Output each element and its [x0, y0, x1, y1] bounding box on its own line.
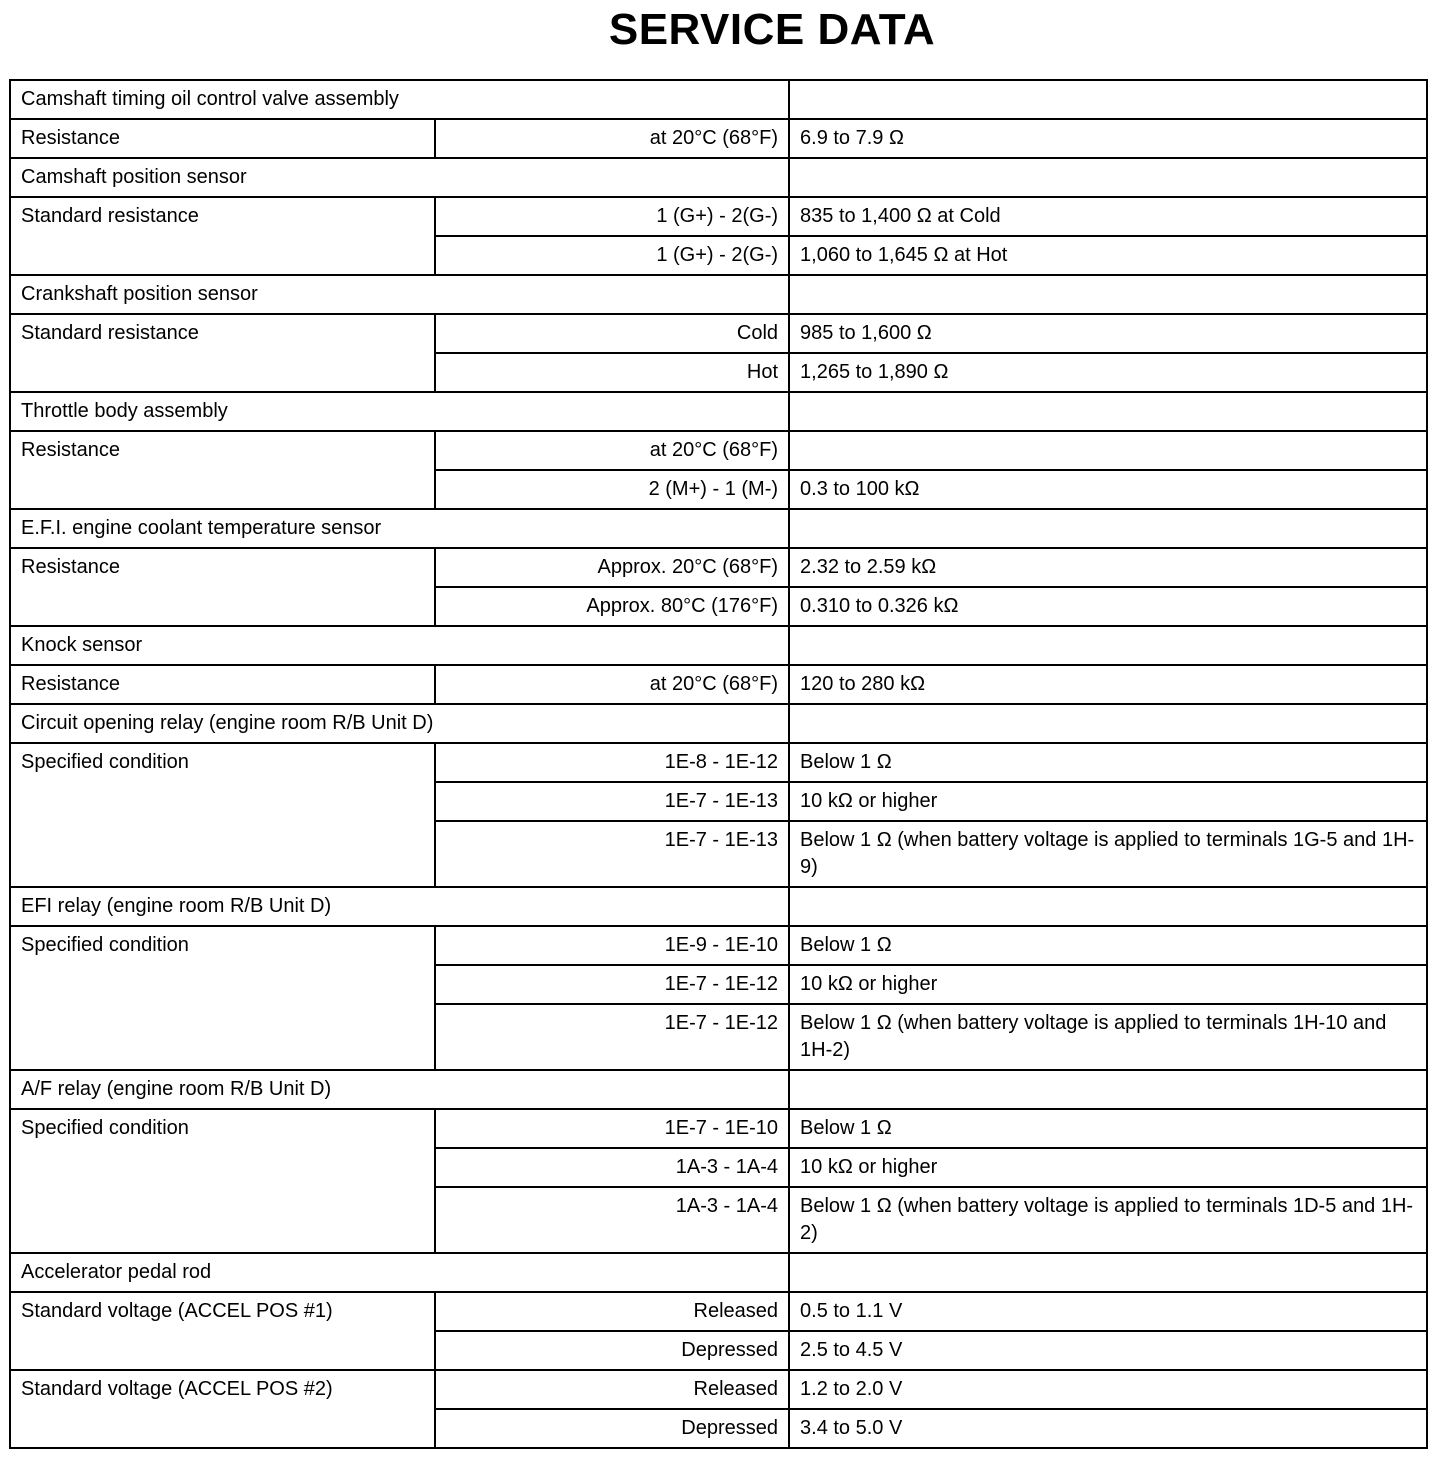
group-name: A/F relay (engine room R/B Unit D): [10, 1070, 789, 1109]
table-row: [10, 1370, 1427, 1409]
condition-cell: 1E-7 - 1E-13: [435, 782, 789, 821]
table-row: [10, 1109, 1427, 1148]
value-cell: 835 to 1,400 Ω at Cold: [789, 197, 1427, 236]
condition-cell: 1E-7 - 1E-12: [435, 965, 789, 1004]
value-cell: 3.4 to 5.0 V: [789, 1409, 1427, 1448]
group-value-empty: [789, 626, 1427, 665]
table-row: [10, 314, 1427, 353]
parameter-label: Standard resistance: [10, 314, 435, 392]
table-row: [10, 743, 1427, 782]
group-header-row: [10, 887, 1427, 926]
page-title: SERVICE DATA: [608, 5, 936, 54]
condition-cell: 1A-3 - 1A-4: [435, 1187, 789, 1253]
value-cell: Below 1 Ω: [789, 926, 1427, 965]
group-value-empty: [789, 704, 1427, 743]
condition-cell: 1A-3 - 1A-4: [435, 1148, 789, 1187]
parameter-label: Standard voltage (ACCEL POS #2): [10, 1370, 435, 1448]
table-row: [10, 431, 1427, 470]
parameter-label: Specified condition: [10, 743, 435, 887]
value-cell: Below 1 Ω (when battery voltage is applied to terminals 1G-5 and 1H-9): [789, 821, 1427, 887]
condition-cell: at 20°C (68°F): [435, 665, 789, 704]
service-data-body: [10, 80, 1427, 1448]
group-value-empty: [789, 887, 1427, 926]
parameter-label: Resistance: [10, 548, 435, 626]
parameter-label: Standard voltage (ACCEL POS #1): [10, 1292, 435, 1370]
group-value-empty: [789, 80, 1427, 119]
value-cell: 1,060 to 1,645 Ω at Hot: [789, 236, 1427, 275]
group-header-row: [10, 704, 1427, 743]
group-header-row: [10, 80, 1427, 119]
group-header-row: [10, 392, 1427, 431]
group-value-empty: [789, 158, 1427, 197]
value-cell: Below 1 Ω (when battery voltage is applied to terminals 1D-5 and 1H-2): [789, 1187, 1427, 1253]
group-header-row: [10, 509, 1427, 548]
condition-cell: 1E-7 - 1E-12: [435, 1004, 789, 1070]
value-cell: 10 kΩ or higher: [789, 782, 1427, 821]
group-name: Camshaft timing oil control valve assembly: [10, 80, 789, 119]
condition-cell: Released: [435, 1370, 789, 1409]
condition-cell: Depressed: [435, 1331, 789, 1370]
parameter-label: Specified condition: [10, 926, 435, 1070]
parameter-label: Standard resistance: [10, 197, 435, 275]
condition-cell: 1E-8 - 1E-12: [435, 743, 789, 782]
condition-cell: 1 (G+) - 2(G-): [435, 197, 789, 236]
value-cell: 10 kΩ or higher: [789, 965, 1427, 1004]
value-cell: 985 to 1,600 Ω: [789, 314, 1427, 353]
parameter-label: Resistance: [10, 431, 435, 509]
service-data-table: [9, 79, 1428, 1449]
table-row: [10, 665, 1427, 704]
group-header-row: [10, 275, 1427, 314]
condition-cell: Approx. 20°C (68°F): [435, 548, 789, 587]
table-row: [10, 119, 1427, 158]
table-row: [10, 926, 1427, 965]
group-header-row: [10, 158, 1427, 197]
group-value-empty: [789, 509, 1427, 548]
table-row: [10, 548, 1427, 587]
value-cell: 2.32 to 2.59 kΩ: [789, 548, 1427, 587]
parameter-label: Specified condition: [10, 1109, 435, 1253]
condition-cell: 1 (G+) - 2(G-): [435, 236, 789, 275]
group-header-row: [10, 1253, 1427, 1292]
condition-cell: Approx. 80°C (176°F): [435, 587, 789, 626]
group-name: E.F.I. engine coolant temperature sensor: [10, 509, 789, 548]
value-cell: 10 kΩ or higher: [789, 1148, 1427, 1187]
group-name: Camshaft position sensor: [10, 158, 789, 197]
value-cell: Below 1 Ω: [789, 743, 1427, 782]
value-cell: 0.3 to 100 kΩ: [789, 470, 1427, 509]
value-cell: 1.2 to 2.0 V: [789, 1370, 1427, 1409]
group-name: Crankshaft position sensor: [10, 275, 789, 314]
condition-cell: 1E-7 - 1E-10: [435, 1109, 789, 1148]
group-name: Throttle body assembly: [10, 392, 789, 431]
value-cell: Below 1 Ω (when battery voltage is applied to terminals 1H-10 and 1H-2): [789, 1004, 1427, 1070]
value-cell: Below 1 Ω: [789, 1109, 1427, 1148]
group-value-empty: [789, 1253, 1427, 1292]
condition-cell: Cold: [435, 314, 789, 353]
table-row: [10, 1292, 1427, 1331]
group-value-empty: [789, 1070, 1427, 1109]
condition-cell: Hot: [435, 353, 789, 392]
value-cell: [789, 431, 1427, 470]
group-name: Knock sensor: [10, 626, 789, 665]
group-header-row: [10, 1070, 1427, 1109]
value-cell: 2.5 to 4.5 V: [789, 1331, 1427, 1370]
condition-cell: Depressed: [435, 1409, 789, 1448]
condition-cell: Released: [435, 1292, 789, 1331]
value-cell: 1,265 to 1,890 Ω: [789, 353, 1427, 392]
table-row: [10, 197, 1427, 236]
parameter-label: Resistance: [10, 119, 435, 158]
value-cell: 0.310 to 0.326 kΩ: [789, 587, 1427, 626]
group-value-empty: [789, 392, 1427, 431]
group-value-empty: [789, 275, 1427, 314]
condition-cell: at 20°C (68°F): [435, 431, 789, 470]
group-name: EFI relay (engine room R/B Unit D): [10, 887, 789, 926]
value-cell: 120 to 280 kΩ: [789, 665, 1427, 704]
condition-cell: 1E-7 - 1E-13: [435, 821, 789, 887]
value-cell: 0.5 to 1.1 V: [789, 1292, 1427, 1331]
group-name: Accelerator pedal rod: [10, 1253, 789, 1292]
group-header-row: [10, 626, 1427, 665]
condition-cell: 1E-9 - 1E-10: [435, 926, 789, 965]
group-name: Circuit opening relay (engine room R/B Unit D): [10, 704, 789, 743]
value-cell: 6.9 to 7.9 Ω: [789, 119, 1427, 158]
condition-cell: at 20°C (68°F): [435, 119, 789, 158]
parameter-label: Resistance: [10, 665, 435, 704]
condition-cell: 2 (M+) - 1 (M-): [435, 470, 789, 509]
